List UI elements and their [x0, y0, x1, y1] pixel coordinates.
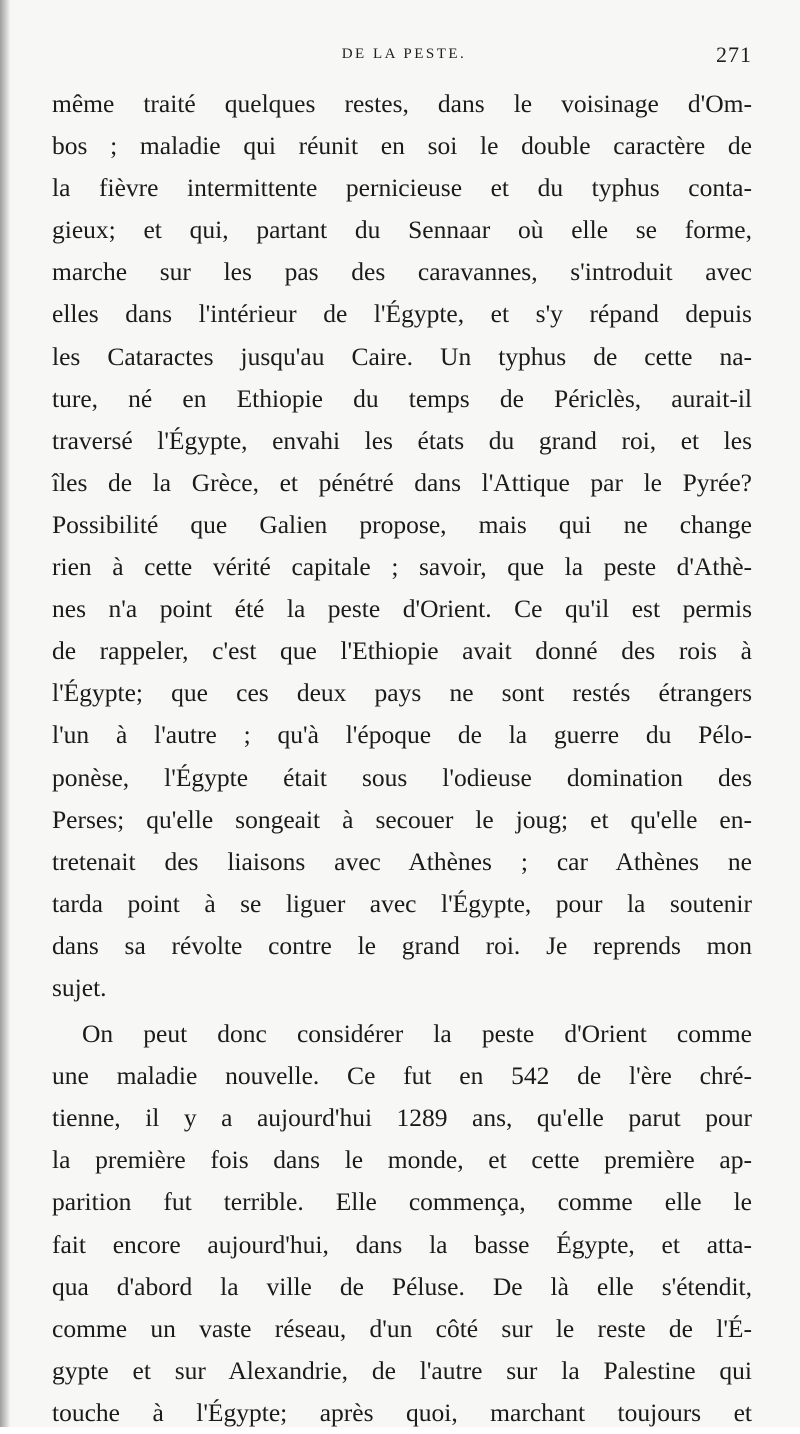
text-line: sujet.	[52, 972, 107, 1002]
text-line: tienne, il y a aujourd'hui 1289 ans, qu'elle parut pour	[52, 1103, 752, 1133]
text-line: tarda point à se liguer avec l'Égypte, pour la soutenir	[52, 888, 752, 918]
text-line: traversé l'Égypte, envahi les états du grand roi, et les	[52, 425, 752, 455]
text-line: rien à cette vérité capitale ; savoir, que la peste d'Athè-	[52, 552, 752, 582]
text-line: l'un à l'autre ; qu'à l'époque de la guerre du Pélo-	[52, 720, 752, 750]
page-number: 271	[716, 42, 752, 67]
text-line: de rappeler, c'est que l'Ethiopie avait donné des rois à	[52, 636, 752, 666]
text-line: elles dans l'intérieur de l'Égypte, et s'y répand depuis	[52, 299, 752, 329]
text-line: On peut donc considérer la peste d'Orient comme	[82, 1019, 752, 1049]
running-title: DE LA PESTE.	[341, 46, 467, 62]
page-header	[52, 40, 752, 74]
text-line: les Cataractes jusqu'au Caire. Un typhus de cette na-	[52, 341, 752, 371]
text-line: gieux; et qui, partant du Sennaar où elle se forme,	[52, 215, 752, 245]
text-line: Perses; qu'elle songeait à secouer le joug; et qu'elle en-	[52, 804, 752, 834]
text-line: dans sa révolte contre le grand roi. Je reprends mon	[52, 930, 752, 960]
body-text	[52, 83, 752, 1434]
text-line: la première fois dans le monde, et cette première ap-	[52, 1145, 752, 1175]
text-line: l'Égypte; que ces deux pays ne sont restés étrangers	[52, 678, 752, 708]
text-line: ture, né en Ethiopie du temps de Périclès, aurait-il	[52, 383, 752, 413]
text-line: Possibilité que Galien propose, mais qui ne change	[52, 509, 752, 539]
text-line: parition fut terrible. Elle commença, comme elle le	[52, 1187, 752, 1217]
text-line: ponèse, l'Égypte était sous l'odieuse domination des	[52, 762, 752, 792]
text-line: comme un vaste réseau, d'un côté sur le reste de l'É-	[52, 1313, 752, 1343]
text-line: bos ; maladie qui réunit en soi le double caractère de	[52, 131, 752, 161]
text-line: une maladie nouvelle. Ce fut en 542 de l'ère chré-	[52, 1061, 752, 1091]
text-line: qua d'abord la ville de Péluse. De là elle s'étendit,	[52, 1271, 752, 1301]
text-line: nes n'a point été la peste d'Orient. Ce qu'il est permis	[52, 594, 752, 624]
text-line: gypte et sur Alexandrie, de l'autre sur la Palestine qui	[52, 1355, 752, 1385]
text-line: marche sur les pas des caravannes, s'introduit avec	[52, 257, 752, 287]
text-line: îles de la Grèce, et pénétré dans l'Attique par le Pyrée?	[52, 467, 752, 497]
page-edge-shadow	[0, 0, 10, 1427]
text-line: la fièvre intermittente pernicieuse et du typhus conta-	[52, 173, 752, 203]
text-line: touche à l'Égypte; après quoi, marchant toujours et	[52, 1397, 752, 1427]
text-line: tretenait des liaisons avec Athènes ; car Athènes ne	[52, 846, 752, 876]
text-line: même traité quelques restes, dans le voisinage d'Om-	[52, 89, 752, 118]
text-line: fait encore aujourd'hui, dans la basse Égypte, et atta-	[52, 1229, 752, 1259]
